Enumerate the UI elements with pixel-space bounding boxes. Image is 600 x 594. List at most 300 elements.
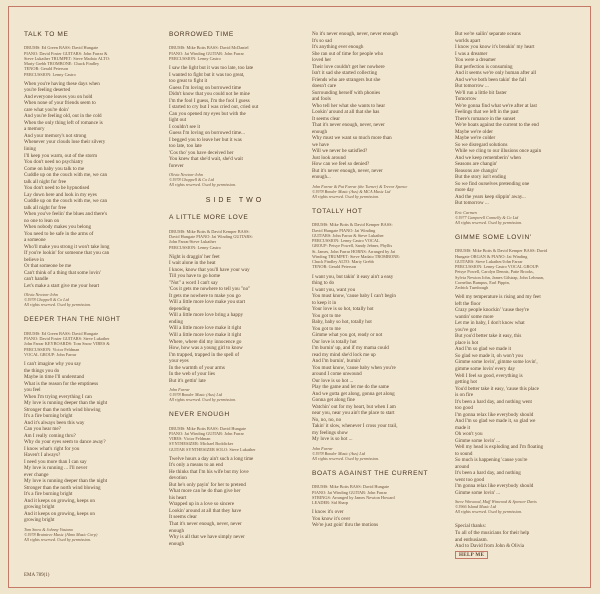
lyric-line: My love is running deeper than the night — [24, 478, 108, 485]
lyric-line: we have — [312, 141, 329, 148]
lyric-line: It's so sad — [312, 37, 332, 44]
lyric-line: When the only thing left of romance is — [24, 119, 103, 126]
lyric-line: Where, where did my innocence go — [169, 338, 242, 345]
lyric-line: Isn't it sad she started collecting — [312, 70, 377, 77]
lyric-line: Lookin' around at all that they have — [169, 507, 242, 514]
credit-line: Cornelius Bumpus, Earl Pippin, — [455, 279, 510, 285]
lyric-line: Our love is totally hot — [312, 338, 357, 345]
thanks-line: And to David from John & Olivia — [455, 543, 525, 550]
lyric-line: I'll keep you warm, out of the storm — [24, 152, 98, 159]
column-2 — [169, 31, 301, 583]
lyric-line: the things you do — [24, 367, 60, 374]
credit-line: Sylvia Newton John, James Gilstrap, John Lehman, — [455, 274, 544, 280]
lyric-line: talk all night for free — [24, 204, 67, 211]
lyric-line: Play the game and let me do the same — [312, 384, 389, 391]
lyric-line: read my mind she'd lock me up — [312, 351, 376, 358]
publisher-credit — [312, 184, 444, 199]
lyric-line: gimme some lovin' every day — [455, 366, 516, 372]
lyric-line: And it keeps on growing, keeps on — [24, 510, 95, 517]
song-lyrics — [455, 31, 585, 207]
song-block — [169, 411, 301, 547]
lyric-line: While we cling to our illusions once again — [455, 148, 542, 155]
lyric-line: So we find ourselves pretending one — [455, 180, 530, 187]
credit-line: David Hungate PIANO: Jai Winding GUITARS: — [169, 234, 253, 240]
lyric-line: too good — [455, 405, 473, 412]
lyric-line: When none of your friends seem to — [24, 100, 96, 107]
lyric-line: believe in — [24, 256, 44, 263]
lyric-line: enough — [312, 128, 327, 135]
lyric-line: 'Cos tho' you have deceived her — [169, 149, 234, 156]
lyric-line: Feelings that we left in the past — [455, 109, 519, 116]
lyric-line: worlds apart — [455, 37, 481, 44]
credit-line: STRINGS: Arranged by James Newton Howard — [312, 494, 395, 500]
side-heading: SIDE TWO — [205, 197, 265, 205]
lyric-line: And it's always been this way — [24, 419, 85, 426]
lyric-line: too great to fight it — [169, 78, 208, 85]
lyric-line: Why must we want so much more than — [312, 135, 392, 142]
lyric-line: too late, too late — [169, 143, 202, 150]
lyric-line: to sound — [455, 450, 473, 457]
lyric-line: talk all night for free — [24, 178, 67, 185]
lyric-line: Am I really coming thru? — [24, 432, 76, 439]
song-block — [24, 316, 156, 542]
lyric-line: growing bright — [24, 517, 55, 524]
lyric-line: You don't need no psychiatry — [24, 159, 84, 166]
lyric-line: thing to do — [312, 280, 335, 287]
lyric-line: Stronger than the north wind blowing — [24, 484, 101, 491]
lyric-line: Will a little more love make you start — [169, 299, 246, 306]
lyric-line: Gimme some lovin' ... — [455, 489, 501, 496]
lyric-line: Why do your eyes seem to dance away? — [24, 439, 106, 446]
lyric-line: So much is happening 'cause you're — [455, 457, 528, 464]
lyric-line: around I come unwound — [312, 371, 362, 378]
lyric-line: Baby, baby so hot, totally hot — [312, 319, 372, 326]
lyric-line: We're gonna find what we're after at last — [455, 102, 537, 109]
credit-line: DRUMS: Mike Botts & David Kemper BASS: — [169, 228, 250, 234]
lyric-line: And it seems we're only human after all — [455, 70, 537, 77]
lyric-line: I want you, but takin' it easy ain't a easy — [312, 273, 394, 280]
lyric-line: Friends who are strangers but she — [312, 76, 381, 83]
lyric-line: growing bright — [24, 504, 55, 511]
lyric-line: Twelve hours a day ain't such a long time — [169, 455, 254, 462]
credit-line: GUITARS: Steve Lukather/John Farrar — [455, 258, 523, 264]
lyric-line: Didn't know that you could not be mine — [169, 91, 250, 98]
lyric-line: Your love is so hot, totally hot — [312, 306, 374, 313]
lyric-line: And we've both been takin' the fall — [455, 76, 526, 83]
lyric-line: Will we never be satisfied? — [312, 148, 368, 155]
publisher-line: John Farrar & Pat Farrar (the Turner) & Trevor Spence — [312, 183, 408, 189]
lyric-line: Seasons are changin' — [455, 161, 498, 168]
lyric-line: you're feeling deserted — [24, 87, 71, 94]
lyric-line: I begged you to leave her but it was — [169, 136, 242, 143]
publisher-line: ©1978 Chappell & Co Ltd — [169, 177, 214, 183]
lyric-line: She ran out of time for people who — [312, 50, 384, 57]
publisher-line: All rights reserved. Used by permission. — [455, 219, 523, 225]
lyric-line: How, how was a young girl to know — [169, 345, 243, 352]
lyric-line: So we disregard solutions — [455, 141, 508, 148]
publisher-line: ©1978 Bonder Music (Aus) Ltd — [312, 450, 365, 456]
credit-line: VOCAL GROUP: John Farrar — [24, 351, 77, 357]
lyric-line: I saw the light but it was too late, too late — [169, 65, 254, 72]
lyric-line: Why is all that we have simply never — [169, 534, 245, 541]
lyric-line: place is hot — [455, 339, 479, 346]
lyric-line: no one to lean on — [24, 217, 60, 224]
lyric-line: I wanted to fight but it was too great, — [169, 71, 245, 78]
lyric-line: We'll run a little bit faster — [455, 89, 507, 96]
lyric-line: forever — [169, 162, 184, 169]
lyric-line: your eyes — [169, 358, 189, 365]
lyric-line: It seems clear — [312, 115, 341, 122]
lyric-line: But the story isn't ending — [455, 174, 507, 181]
lyric-line: But he's only payin' for her to pretend — [169, 481, 246, 488]
lyric-line: It's anything ever enough — [312, 44, 364, 51]
lyric-line: That it's never enough, never, never — [169, 520, 242, 527]
lyric-line: devotion — [169, 475, 187, 482]
lyric-line: You were a dreamer — [455, 57, 496, 64]
song-credits — [24, 331, 156, 357]
credit-line: Steve Lukather TRUMPET: Steve Madaio ALTO: — [24, 55, 110, 61]
song-title: DEEPER THAN THE NIGHT — [24, 316, 121, 324]
lyric-line: We're boats against the current to the end — [455, 122, 539, 129]
publisher-line: Olivia Newton-John — [24, 292, 58, 298]
credit-line: PERCUSSION: Lenny Castro VOCAL GROUP: — [455, 264, 540, 270]
lyric-line: No, no, no, no — [312, 416, 342, 423]
lyric-line: around — [455, 463, 470, 470]
lyric-line: care what you're doin' — [24, 106, 69, 113]
lyric-line: There's romance in the sunset — [455, 115, 516, 122]
lyric-line: Who tell her what she wants to hear — [312, 102, 386, 109]
lyric-line: Let me in baby, I don't know what — [455, 320, 525, 327]
lyric-line: you've got — [455, 326, 477, 333]
publisher-line: Olivia Newton-John — [169, 172, 203, 178]
lyric-line: You don't need to be hypnotised — [24, 185, 90, 192]
publisher-credit — [169, 387, 301, 402]
credit-line: TENOR: Gerald Peterson — [312, 264, 357, 270]
lyric-line: In the warmth of your arms — [169, 364, 225, 371]
lyric-line: you feel — [24, 387, 41, 394]
song-lyrics — [312, 31, 444, 181]
song-block — [312, 31, 444, 199]
lyric-line: Or that someone be me — [24, 263, 72, 270]
lyric-line: You must know, 'cause baby when you're — [312, 364, 396, 371]
credit-line: DRUMS: Mike Botts BASS: David Hungate — [312, 484, 389, 490]
lyric-line: doesn't care — [312, 83, 336, 90]
lyric-line: I want you, want you — [312, 286, 356, 293]
song-credits — [169, 426, 301, 452]
thanks-line: To all of the musicians for their help — [455, 530, 530, 537]
lyric-line: Maybe we're colder — [455, 135, 496, 142]
credit-line: PIANO: David Foster GUITARS: John Farrar & — [24, 50, 108, 56]
lyric-line: But perfection is consuming — [455, 63, 513, 70]
song-title: BORROWED TIME — [169, 31, 234, 38]
credit-line: TENOR: Gerald Peterson — [24, 66, 69, 72]
lyric-line: I was a dreamer — [455, 50, 488, 57]
lyric-line: a memory — [24, 126, 45, 133]
lyric-line: So glad we made it, oh won't you — [455, 352, 523, 359]
song-lyrics — [169, 456, 301, 547]
lyric-line: It's a fire burning bright — [24, 491, 73, 498]
song-lyrics — [312, 274, 444, 443]
lyric-line: Just look around — [312, 154, 346, 161]
lyric-line: Gimme what you got, ready or not — [312, 332, 383, 339]
lyric-line: Come on baby you talk to me — [24, 165, 85, 172]
publisher-line: All rights reserved. Used by permission. — [169, 397, 237, 403]
publisher-line: ©1978 Bonder Music (Aus) & MCA Music Ltd — [312, 188, 391, 194]
lyric-line: made it — [455, 424, 471, 431]
lyric-line: But tomorrow ... — [455, 83, 489, 90]
credit-line: Petsye Powell, Carolyn Dennis, Patte Brooks, — [455, 269, 534, 275]
credit-line: Chuck Findley ALTO: Marty Grebb — [312, 259, 374, 265]
publisher-credit — [169, 172, 301, 187]
credit-line: PERCUSSION: Victor Feldman — [24, 346, 80, 352]
credit-line: Hungate ORGAN & PIANO: Jai Winding — [455, 253, 528, 259]
column-3 — [312, 31, 444, 583]
song-lyrics — [24, 361, 156, 524]
song-lyrics — [312, 509, 444, 529]
credit-line: DRUMS: Mike Botts BASS: David Hungate — [169, 425, 246, 431]
credit-line: PIANO: Jai Winding GUITAR: John Farrar — [169, 50, 244, 56]
lyric-line: I know, know that you'll have your way — [169, 266, 250, 273]
credit-line: PIANO: David Foster GUITARS: Steve Lukather — [24, 336, 110, 342]
song-block — [312, 208, 444, 461]
publisher-line: ©1966 Island Music Ltd — [455, 504, 496, 510]
publisher-line: All rights reserved. Used by permission. — [24, 537, 92, 542]
lyric-line: wantin' some more — [455, 313, 494, 320]
lyric-line: Till you have to go home — [169, 273, 221, 280]
lyric-line: Our love is so hot ... — [312, 377, 354, 384]
lyric-line: Well my temperature is rising and my feet — [455, 294, 541, 301]
lyric-line: to keep it in — [312, 299, 337, 306]
lyric-line: You'd better take it easy, 'cause this place — [455, 385, 539, 392]
special-thanks — [455, 523, 585, 559]
lyric-line: Maybe we're older — [455, 128, 493, 135]
lyric-line: You must know, 'cause baby I can't begin — [312, 293, 396, 300]
lyric-line: Reasons are changin' — [455, 167, 498, 174]
song-block — [455, 31, 585, 225]
lyric-line: loved her — [312, 57, 332, 64]
thanks-heading: Special thanks: — [455, 523, 486, 530]
credit-line: Winding TRUMPET: Steve Madaio TROMBONE: — [312, 253, 401, 259]
credit-line: GROUP: Petsye Powell, Sandy Jebner, Phyllis — [312, 243, 393, 249]
credit-line: DRUMS: Ed Green BASS: David Hungate — [24, 330, 99, 336]
song-credits — [169, 229, 301, 250]
lyric-line: What more can he do than give her — [169, 488, 241, 495]
lyric-line: And everyone leaves you on hold — [24, 93, 93, 100]
help-me-signoff: HELP ME — [455, 551, 488, 560]
lyric-line: In the web of your lies — [169, 371, 215, 378]
song-credits — [169, 45, 301, 61]
lyric-line: Who'll make you strong it won't take long — [24, 243, 110, 250]
lyric-line: Tomorrow — [455, 96, 477, 103]
lyric-sheet — [8, 6, 591, 588]
lyric-line: Night is draggin' her feet — [169, 253, 220, 260]
credit-line: St. James, John Farrar HORNS: Arranged by Jai — [312, 248, 396, 254]
lyric-line: And you're feeling old, out in the cold — [24, 113, 102, 120]
credit-line: GUITAR SYNTHESIZER SOLO: Steve Lukather — [169, 446, 256, 452]
lyric-line: And your memory's not strong — [24, 132, 87, 139]
lyric-line: It gets me nowhere to make you go — [169, 292, 241, 299]
credit-line: DRUMS: Mike Botts BASS: David McDaniel — [169, 45, 249, 51]
lyric-line: You got to me — [312, 325, 341, 332]
lyric-line: ending — [169, 318, 183, 325]
lyric-line: And I'm so glad we made it — [455, 346, 512, 353]
lyric-line: "Not" a word I can't say — [169, 279, 218, 286]
song-title: NEVER ENOUGH — [169, 411, 230, 419]
lyric-line: Maybe in time I'll understand — [24, 374, 85, 381]
lyric-line: You need to be safe in the arms of — [24, 230, 94, 237]
song-title: GIMME SOME LOVIN' — [455, 234, 532, 242]
credit-line: Zedrick Turnbough — [455, 285, 489, 291]
lyric-line: No it's never enough, never, never enough — [312, 31, 398, 37]
song-lyrics — [169, 65, 301, 169]
lyric-line: I'm gonna relax like everybody should — [455, 483, 534, 490]
credit-line: PERCUSSION: Lenny Castro — [169, 55, 221, 61]
lyric-line: You knew that she'd wait, she'd wait — [169, 156, 243, 163]
lyric-line: Watchin' out for my heart, but when I am — [312, 403, 396, 410]
song-block — [312, 470, 444, 529]
lyric-line: Will a little more love bring a happy — [169, 312, 244, 319]
credit-line: John Farrar/Steve Lukather — [169, 239, 217, 245]
lyric-line: I can't imagine why you say — [24, 361, 82, 368]
publisher-credit — [455, 210, 585, 225]
publisher-line: John Farrar — [169, 387, 190, 393]
lyric-line: Can you opened my eyes but with the — [169, 110, 246, 117]
credit-line: PERCUSSION: Lenny Castro — [24, 71, 76, 77]
lyric-line: He thinks that I'm his wife but my love — [169, 468, 249, 475]
lyric-line: Cuddle up on the couch with me, we can — [24, 172, 108, 179]
song-block — [169, 214, 301, 402]
lyric-line: Oh won't you — [455, 431, 483, 438]
lyric-line: My love is running deeper than the night — [24, 400, 108, 407]
song-block — [455, 234, 585, 514]
lyric-line: I wait alone in the heat — [169, 260, 216, 267]
credit-line: David Hungate PIANO: Jai Winding — [312, 227, 376, 233]
lyric-line: And the years keep slippin' away... — [455, 193, 526, 200]
lyric-line: And we gotta get along, gonna get along — [312, 390, 395, 397]
publisher-line: Tom Snow & Johnny Vastano — [24, 526, 73, 532]
publisher-credit — [312, 446, 444, 461]
lyric-line: It's only a means to an end — [169, 462, 224, 469]
song-credits — [312, 222, 444, 269]
song-credits — [312, 484, 444, 505]
lyric-line: a someone — [24, 237, 46, 244]
publisher-line: All rights reserved. Used by permission. — [169, 182, 237, 188]
lyric-line: Their love couldn't get her nowhere — [312, 63, 385, 70]
publisher-line: ©1978 Braintree Music (Almo Music Corp) — [24, 531, 98, 537]
lyric-line: It's a fire burning bright — [24, 413, 73, 420]
lyric-line: It's been a hard day, and nothing — [455, 470, 521, 477]
lyric-line: When nobody makes you belong — [24, 224, 92, 231]
lyric-line: near you, near you ain't the place to start — [312, 410, 395, 417]
lyric-line: That it's never enough, never, never — [312, 122, 385, 129]
credit-line: John Farrar KEYBOARDS: Tom Snow VIBES & — [24, 341, 110, 347]
lyric-line: How can we feel so denied? — [312, 161, 370, 168]
song-title: TOTALLY HOT — [312, 207, 363, 215]
song-title: TALK TO ME — [24, 31, 69, 38]
lyric-line: is on fire — [455, 392, 474, 399]
lyric-line: Cuddle up on the couch with me, we can — [24, 198, 108, 205]
lyric-line: Crazy people knockin' 'cause they're — [455, 307, 530, 314]
lyric-line: depending — [169, 305, 191, 312]
lyric-line: My love is so hot ... — [312, 436, 353, 443]
lyric-line: more day — [455, 187, 475, 194]
lyric-line: Can't think of a thing that some lovin' — [24, 269, 101, 276]
publisher-line: All rights reserved. Used by permission. — [312, 455, 380, 461]
lyric-line: Haven't I always? — [24, 452, 61, 459]
lyric-line: ever change — [24, 471, 49, 478]
song-lyrics — [24, 81, 156, 290]
credit-line: Marty Grebb TROMBONE: Chuck Findley — [24, 61, 100, 67]
lyric-line: Whenever your clouds lose their silvery — [24, 139, 106, 146]
lyric-line: When you're having these days when — [24, 80, 100, 87]
publisher-line: Steve Winwood, Muff Winwood & Spencer Davis — [455, 499, 537, 505]
lyric-line: Lookin' around at all that she has — [312, 109, 380, 116]
lyric-line: I need you more than I can say — [24, 458, 87, 465]
lyric-line: and fools — [312, 96, 331, 103]
lyric-line: But we're sailin' separate oceans — [455, 31, 521, 37]
song-credits — [24, 45, 156, 76]
lyric-line: getting hot — [455, 379, 477, 386]
lyric-line: I'm the fool I guess, I'm the fool I guess — [169, 97, 250, 104]
lyric-line: But tomorrow ... — [455, 200, 489, 207]
publisher-credit — [24, 527, 156, 542]
song-title: A LITTLE MORE LOVE — [169, 214, 249, 222]
lyric-line: Stronger than the north wind blowing — [24, 406, 101, 413]
thanks-line: and enthusiasm. — [455, 536, 488, 543]
song-credits — [455, 248, 585, 290]
credit-line: GUITARS: John Farrar & Steve Lukather — [312, 232, 384, 238]
lyric-line: his heart — [169, 494, 187, 501]
column-4 — [455, 31, 585, 583]
publisher-line: ©1978 Bonder Music (Aus) Ltd — [169, 392, 222, 398]
publisher-line: All rights reserved. Used by permission. — [24, 302, 92, 308]
lyric-line: I'm gonna relax like everybody should — [455, 411, 534, 418]
publisher-line: ©1978 Chappell & Co Ltd — [24, 297, 69, 303]
lyric-line: What is the reason for the emptiness — [24, 380, 99, 387]
lyric-line: Let's make a start give me your heart — [24, 282, 100, 289]
lyric-line: enough... — [312, 174, 331, 181]
publisher-credit — [455, 499, 585, 514]
lyric-line: You got to me — [312, 312, 341, 319]
song-title: BOATS AGAINST THE CURRENT — [312, 470, 429, 477]
lyric-line: Gonna get along fine — [312, 397, 355, 404]
credit-line: PIANO: Jai Winding GUITAR: John Farrar — [312, 489, 387, 495]
lyric-line: And I'm so glad we made it, so glad we — [455, 418, 536, 425]
lyric-line: Will a little more love make it right — [169, 332, 242, 338]
lyric-line: Guess I'm loving on borrowed time... — [169, 130, 245, 137]
lyric-line: You know it's over — [312, 515, 351, 522]
lyric-line: I couldn't see it — [169, 123, 201, 130]
credit-line: DRUMS: Mike Botts & David Kemper BASS: David — [455, 248, 548, 254]
publisher-credit — [24, 292, 156, 307]
song-lyrics — [455, 294, 585, 496]
lyric-line: We're just goin' thru the motions — [312, 522, 379, 529]
lyric-line: enough — [169, 540, 184, 547]
lyric-line: Wrapped up in a love so sincere — [169, 501, 235, 508]
column-1 — [24, 31, 156, 583]
song-block — [24, 31, 156, 307]
lyric-line: If you're lookin' for someone that you can — [24, 250, 110, 257]
lyric-line: went too good — [455, 476, 485, 483]
lyric-line: Well my head is exploding and I'm floating — [455, 444, 544, 451]
lyric-line: I'm trapped, trapped in the spell of — [169, 351, 240, 358]
credit-line: SYNTHESIZER: Michael Boddicker — [169, 441, 234, 447]
lyric-line: Surrounding herself with phonies — [312, 89, 381, 96]
lyric-line: enough — [169, 527, 184, 534]
lyric-line: And I'm burnin', burnin' — [312, 358, 361, 365]
publisher-line: ©1977 Camperell Connelly & Co Ltd — [455, 214, 519, 220]
credit-line: PIANO: Jai Winding GUITAR: John Farrar — [169, 430, 244, 436]
